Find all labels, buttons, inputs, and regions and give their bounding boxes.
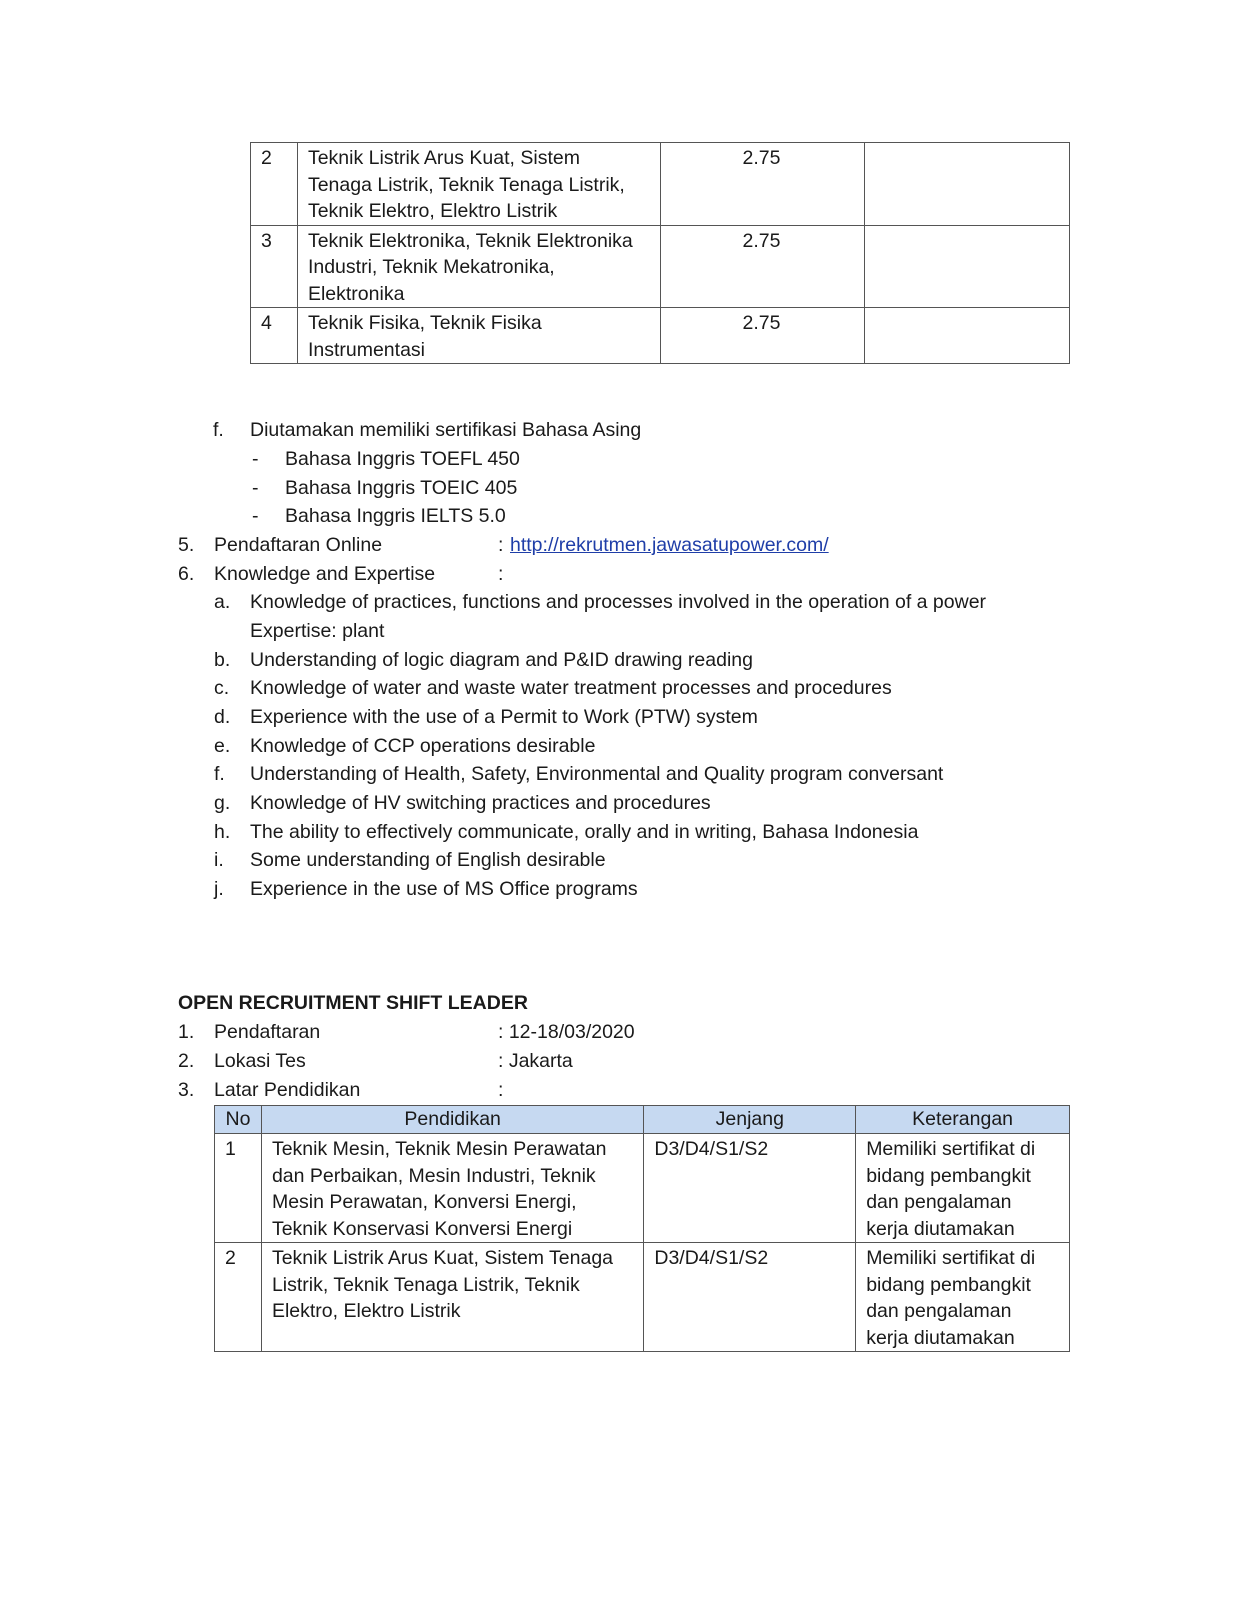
info-label: Latar Pendidikan	[214, 1079, 361, 1101]
info-value: : 12-18/03/2020	[498, 1021, 635, 1043]
table-row	[251, 225, 1070, 308]
list-marker: g.	[214, 792, 231, 814]
bullet-dash: -	[252, 505, 259, 527]
info-value: : Jakarta	[498, 1050, 573, 1072]
list-marker: 2.	[178, 1050, 195, 1072]
gpa-value: 2.75	[660, 225, 865, 308]
list-marker: 3.	[178, 1079, 195, 1101]
row-number: 4	[251, 308, 298, 364]
header-keterangan: Keterangan	[856, 1106, 1070, 1134]
table-row	[251, 143, 1070, 226]
list-item: Knowledge of practices, functions and processes involved in the operation of a power	[250, 591, 987, 613]
info-label: Pendaftaran	[214, 1021, 321, 1043]
list-marker: d.	[214, 706, 231, 728]
knowledge-label: Knowledge and Expertise	[214, 563, 436, 585]
registration-label: Pendaftaran Online	[214, 534, 383, 556]
list-item: The ability to effectively communicate, orally and in writing, Bahasa Indonesia	[250, 821, 919, 843]
list-item: Bahasa Inggris TOEFL 450	[285, 448, 520, 470]
row-number: 2	[215, 1243, 262, 1352]
info-label: Lokasi Tes	[214, 1050, 306, 1072]
list-item: Understanding of logic diagram and P&ID drawing reading	[250, 649, 753, 671]
list-marker: 1.	[178, 1021, 195, 1043]
list-marker: b.	[214, 649, 231, 671]
registration-link[interactable]: http://rekrutmen.jawasatupower.com/	[510, 534, 829, 556]
bullet-dash: -	[252, 448, 259, 470]
education-level: D3/D4/S1/S2	[644, 1243, 856, 1352]
field-of-study: Teknik Mesin, Teknik Mesin Perawatan dan Perbaikan, Mesin Industri, Teknik Mesin Perawatan, Konversi Energi, Teknik Konservasi Konversi Energi	[261, 1134, 643, 1243]
header-no: No	[215, 1106, 262, 1134]
shift-leader-education-table	[214, 1105, 1070, 1352]
note-cell	[865, 143, 1070, 226]
list-marker: h.	[214, 821, 231, 843]
list-item: Bahasa Inggris IELTS 5.0	[285, 505, 506, 527]
list-marker: f.	[214, 763, 225, 785]
list-marker: c.	[214, 677, 230, 699]
info-value: :	[498, 1079, 504, 1101]
language-cert-title: Diutamakan memiliki sertifikasi Bahasa Asing	[250, 419, 642, 441]
field-of-study: Teknik Listrik Arus Kuat, Sistem Tenaga Listrik, Teknik Tenaga Listrik, Teknik Elektro, Elektro Listrik	[297, 143, 660, 226]
header-pendidikan: Pendidikan	[261, 1106, 643, 1134]
list-marker: j.	[214, 878, 224, 900]
note-cell	[865, 308, 1070, 364]
field-of-study: Teknik Fisika, Teknik Fisika Instrumentasi	[297, 308, 660, 364]
section-heading: OPEN RECRUITMENT SHIFT LEADER	[178, 992, 528, 1014]
header-jenjang: Jenjang	[644, 1106, 856, 1134]
list-marker: e.	[214, 735, 231, 757]
row-number: 3	[251, 225, 298, 308]
field-of-study: Teknik Elektronika, Teknik Elektronika Industri, Teknik Mekatronika, Elektronika	[297, 225, 660, 308]
education-table-continued	[250, 142, 1070, 364]
row-number: 2	[251, 143, 298, 226]
list-item: Understanding of Health, Safety, Environmental and Quality program conversant	[250, 763, 944, 785]
list-item: Bahasa Inggris TOEIC 405	[285, 477, 518, 499]
list-item: Knowledge of HV switching practices and procedures	[250, 792, 711, 814]
field-of-study: Teknik Listrik Arus Kuat, Sistem Tenaga Listrik, Teknik Tenaga Listrik, Teknik Elektro, Elektro Listrik	[261, 1243, 643, 1352]
list-marker: i.	[214, 849, 224, 871]
list-marker: f.	[213, 419, 224, 441]
bullet-dash: -	[252, 477, 259, 499]
table-header-row	[215, 1106, 1070, 1134]
education-level: D3/D4/S1/S2	[644, 1134, 856, 1243]
list-marker: 6.	[178, 563, 195, 585]
table-row	[215, 1134, 1070, 1243]
row-number: 1	[215, 1134, 262, 1243]
list-item: Knowledge of CCP operations desirable	[250, 735, 596, 757]
gpa-value: 2.75	[660, 308, 865, 364]
note-cell: Memiliki sertifikat di bidang pembangkit dan pengalaman kerja diutamakan	[856, 1134, 1070, 1243]
list-item-continuation: Expertise: plant	[250, 620, 385, 642]
gpa-value: 2.75	[660, 143, 865, 226]
note-cell: Memiliki sertifikat di bidang pembangkit dan pengalaman kerja diutamakan	[856, 1243, 1070, 1352]
separator-colon: :	[498, 534, 504, 556]
note-cell	[865, 225, 1070, 308]
list-item: Experience in the use of MS Office programs	[250, 878, 638, 900]
list-item: Knowledge of water and waste water treatment processes and procedures	[250, 677, 892, 699]
list-item: Experience with the use of a Permit to Work (PTW) system	[250, 706, 758, 728]
list-marker: a.	[214, 591, 231, 613]
list-marker: 5.	[178, 534, 195, 556]
list-item: Some understanding of English desirable	[250, 849, 606, 871]
table-row	[251, 308, 1070, 364]
separator-colon: :	[498, 563, 504, 585]
table-row	[215, 1243, 1070, 1352]
